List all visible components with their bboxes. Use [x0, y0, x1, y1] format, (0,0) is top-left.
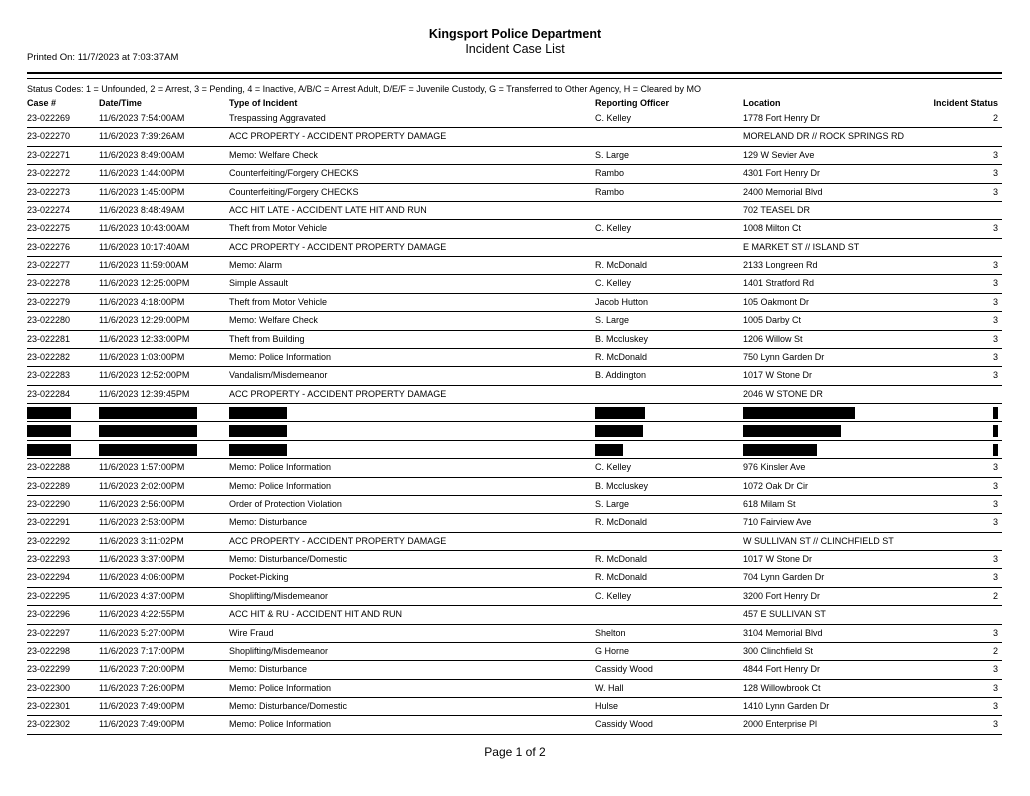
cell-date-time: 11/6/2023 12:29:00PM	[99, 315, 190, 326]
cell-reporting-officer: Hulse	[595, 701, 619, 711]
cell-incident-status: 3	[992, 168, 998, 179]
redaction-bar-case-number	[27, 407, 71, 419]
cell-location: 1401 Stratford Rd	[743, 278, 815, 289]
cell-date-time: 11/6/2023 4:22:55PM	[99, 609, 185, 620]
cell-date-time: 11/6/2023 1:57:00PM	[99, 462, 185, 473]
cell-case-number: 23-022269	[27, 113, 71, 123]
table-row	[27, 128, 1002, 146]
cell-location: 710 Fairview Ave	[743, 517, 812, 528]
redaction-bar-incident-status	[993, 444, 998, 456]
cell-date-time: 11/6/2023 2:02:00PM	[99, 480, 185, 491]
table-row	[27, 716, 1002, 734]
cell-location: 1017 W Stone Dr	[743, 554, 813, 564]
redaction-bar-case-number	[27, 444, 71, 456]
cell-reporting-officer: G Horne	[595, 645, 630, 656]
cell-location: 2000 Enterprise Pl	[743, 719, 818, 730]
cell-date-time: 11/6/2023 8:48:49AM	[99, 204, 185, 215]
cell-incident-status: 3	[992, 278, 998, 289]
cell-location: 704 Lynn Garden Dr	[743, 572, 825, 583]
cell-case-number: 23-022274	[27, 204, 71, 215]
cell-case-number: 23-022282	[27, 351, 71, 362]
cell-case-number: 23-022298	[27, 645, 71, 656]
cell-date-time: 11/6/2023 7:54:00AM	[99, 113, 185, 123]
redaction-bar-date-time	[99, 407, 197, 419]
cell-incident-type: Trespassing Aggravated	[229, 113, 326, 123]
table-row	[27, 257, 1002, 275]
redaction-bar-reporting-officer	[595, 407, 645, 419]
cell-case-number: 23-022271	[27, 149, 71, 160]
cell-case-number: 23-022273	[27, 186, 71, 197]
cell-incident-type: Memo: Police Information	[229, 351, 332, 362]
cell-reporting-officer: Cassidy Wood	[595, 664, 653, 675]
cell-incident-type: Memo: Disturbance	[229, 517, 308, 528]
table-row	[27, 625, 1002, 643]
table-row	[27, 588, 1002, 606]
cell-case-number: 23-022276	[27, 241, 71, 252]
cell-reporting-officer: B. Mccluskey	[595, 480, 649, 491]
cell-case-number: 23-022281	[27, 333, 71, 344]
cell-case-number: 23-022275	[27, 223, 71, 234]
table-row	[27, 569, 1002, 587]
cell-incident-type: ACC PROPERTY - ACCIDENT PROPERTY DAMAGE	[229, 131, 447, 142]
cell-reporting-officer: C. Kelley	[595, 278, 632, 289]
cell-case-number: 23-022278	[27, 278, 71, 289]
redaction-bar-incident-type	[229, 407, 287, 419]
cell-date-time: 11/6/2023 1:03:00PM	[99, 351, 185, 362]
cell-incident-type: ACC PROPERTY - ACCIDENT PROPERTY DAMAGE	[229, 535, 447, 546]
cell-incident-status: 3	[992, 149, 998, 160]
redaction-bar-date-time	[99, 425, 197, 437]
cell-incident-status: 3	[992, 719, 998, 730]
redaction-bar-reporting-officer	[595, 425, 643, 437]
cell-location: 618 Milam St	[743, 498, 796, 509]
redaction-bar-location	[743, 444, 817, 456]
cell-incident-type: Memo: Police Information	[229, 719, 332, 730]
cell-reporting-officer: S. Large	[595, 149, 630, 160]
table-row	[27, 349, 1002, 367]
table-row	[27, 698, 1002, 716]
cell-location: 750 Lynn Garden Dr	[743, 351, 825, 362]
table-row	[27, 478, 1002, 496]
cell-case-number: 23-022293	[27, 554, 71, 564]
cell-incident-type: Wire Fraud	[229, 627, 274, 638]
cell-reporting-officer: B. Mccluskey	[595, 333, 649, 344]
redacted-row	[27, 441, 1002, 459]
cell-incident-status: 3	[992, 517, 998, 528]
cell-location: 1206 Willow St	[743, 333, 803, 344]
cell-case-number: 23-022291	[27, 517, 71, 528]
cell-incident-type: Memo: Disturbance	[229, 664, 308, 675]
cell-date-time: 11/6/2023 10:43:00AM	[99, 223, 190, 234]
cell-incident-type: Memo: Welfare Check	[229, 149, 318, 160]
cell-case-number: 23-022297	[27, 627, 71, 638]
table-row	[27, 184, 1002, 202]
redaction-bar-date-time	[99, 444, 197, 456]
cell-location: 976 Kinsler Ave	[743, 462, 806, 473]
cell-case-number: 23-022280	[27, 315, 71, 326]
report-title: Kingsport Police Department	[428, 27, 602, 41]
cell-reporting-officer: C. Kelley	[595, 590, 632, 601]
table-row	[27, 147, 1002, 165]
table-row	[27, 386, 1002, 404]
redaction-bar-incident-type	[229, 444, 287, 456]
cell-location: 1072 Oak Dr Cir	[743, 480, 809, 491]
cell-location: 1008 Milton Ct	[743, 223, 802, 234]
cell-case-number: 23-022289	[27, 480, 71, 491]
cell-case-number: 23-022279	[27, 296, 71, 307]
cell-case-number: 23-022288	[27, 462, 71, 473]
cell-incident-type: Counterfeiting/Forgery CHECKS	[229, 186, 359, 197]
redacted-row	[27, 404, 1002, 422]
cell-incident-status: 2	[992, 645, 998, 656]
cell-incident-status: 3	[992, 701, 998, 711]
table-row	[27, 239, 1002, 257]
cell-incident-status: 3	[992, 462, 998, 473]
incident-table	[27, 110, 1002, 735]
cell-location: 702 TEASEL DR	[743, 204, 811, 215]
cell-incident-type: Memo: Alarm	[229, 260, 283, 270]
cell-incident-type: Memo: Police Information	[229, 682, 332, 693]
cell-location: 105 Oakmont Dr	[743, 296, 810, 307]
cell-case-number: 23-022290	[27, 498, 71, 509]
column-header-location: Location	[743, 98, 781, 108]
report-subtitle: Incident Case List	[465, 42, 565, 56]
cell-location: 1778 Fort Henry Dr	[743, 113, 821, 123]
page-number: Page 1 of 2	[484, 745, 546, 759]
cell-location: 1410 Lynn Garden Dr	[743, 701, 830, 711]
cell-date-time: 11/6/2023 2:53:00PM	[99, 517, 185, 528]
cell-case-number: 23-022272	[27, 168, 71, 179]
cell-incident-type: ACC PROPERTY - ACCIDENT PROPERTY DAMAGE	[229, 241, 447, 252]
redaction-bar-reporting-officer	[595, 444, 623, 456]
cell-date-time: 11/6/2023 8:49:00AM	[99, 149, 185, 160]
table-row	[27, 110, 1002, 128]
cell-date-time: 11/6/2023 12:33:00PM	[99, 333, 190, 344]
cell-incident-status: 2	[992, 590, 998, 601]
cell-reporting-officer: Cassidy Wood	[595, 719, 653, 730]
cell-incident-type: ACC HIT & RU - ACCIDENT HIT AND RUN	[229, 609, 403, 620]
cell-location: 4301 Fort Henry Dr	[743, 168, 821, 179]
table-row	[27, 367, 1002, 385]
table-row	[27, 202, 1002, 220]
cell-reporting-officer: Shelton	[595, 627, 626, 638]
cell-location: 300 Clinchfield St	[743, 645, 814, 656]
cell-location: 2046 W STONE DR	[743, 388, 823, 399]
table-row	[27, 496, 1002, 514]
cell-incident-status: 3	[992, 223, 998, 234]
table-row	[27, 312, 1002, 330]
cell-date-time: 11/6/2023 4:06:00PM	[99, 572, 185, 583]
redaction-bar-location	[743, 425, 841, 437]
cell-incident-type: Shoplifting/Misdemeanor	[229, 645, 329, 656]
cell-incident-status: 3	[992, 682, 998, 693]
cell-case-number: 23-022283	[27, 370, 71, 381]
cell-incident-type: Memo: Police Information	[229, 462, 332, 473]
table-row	[27, 220, 1002, 238]
table-row	[27, 533, 1002, 551]
cell-case-number: 23-022296	[27, 609, 71, 620]
cell-incident-status: 3	[992, 498, 998, 509]
cell-date-time: 11/6/2023 3:11:02PM	[99, 535, 184, 546]
cell-incident-status: 3	[992, 315, 998, 326]
cell-location: 3200 Fort Henry Dr	[743, 590, 821, 601]
cell-incident-type: Memo: Police Information	[229, 480, 332, 491]
cell-case-number: 23-022294	[27, 572, 71, 583]
cell-location: 1005 Darby Ct	[743, 315, 802, 326]
cell-reporting-officer: Rambo	[595, 168, 625, 179]
cell-incident-type: ACC HIT LATE - ACCIDENT LATE HIT AND RUN	[229, 204, 427, 215]
column-header-case: Case #	[27, 98, 57, 108]
cell-date-time: 11/6/2023 12:25:00PM	[99, 278, 190, 289]
table-row	[27, 275, 1002, 293]
cell-case-number: 23-022299	[27, 664, 71, 675]
cell-reporting-officer: C. Kelley	[595, 462, 632, 473]
header-divider-thick	[27, 72, 1002, 74]
redaction-bar-incident-status	[993, 425, 998, 437]
cell-reporting-officer: C. Kelley	[595, 113, 632, 123]
cell-date-time: 11/6/2023 2:56:00PM	[99, 498, 185, 509]
cell-date-time: 11/6/2023 3:37:00PM	[99, 554, 185, 564]
cell-case-number: 23-022301	[27, 701, 71, 711]
cell-incident-status: 3	[992, 480, 998, 491]
cell-date-time: 11/6/2023 4:37:00PM	[99, 590, 185, 601]
cell-date-time: 11/6/2023 4:18:00PM	[99, 296, 185, 307]
cell-case-number: 23-022270	[27, 131, 71, 142]
cell-location: MORELAND DR // ROCK SPRINGS RD	[743, 131, 905, 142]
cell-reporting-officer: R. McDonald	[595, 554, 648, 564]
cell-reporting-officer: S. Large	[595, 315, 630, 326]
cell-reporting-officer: R. McDonald	[595, 351, 648, 362]
table-row	[27, 294, 1002, 312]
cell-location: 457 E SULLIVAN ST	[743, 609, 826, 620]
table-row	[27, 165, 1002, 183]
cell-date-time: 11/6/2023 12:39:45PM	[99, 388, 190, 399]
column-header-date: Date/Time	[99, 98, 142, 108]
cell-date-time: 11/6/2023 12:52:00PM	[99, 370, 190, 381]
cell-location: W SULLIVAN ST // CLINCHFIELD ST	[743, 535, 894, 546]
cell-reporting-officer: Jacob Hutton	[595, 296, 649, 307]
cell-location: 2400 Memorial Blvd	[743, 186, 823, 197]
cell-date-time: 11/6/2023 7:49:00PM	[99, 719, 185, 730]
cell-case-number: 23-022300	[27, 682, 71, 693]
cell-reporting-officer: R. McDonald	[595, 260, 648, 270]
cell-incident-type: Vandalism/Misdemeanor	[229, 370, 328, 381]
cell-incident-type: Memo: Disturbance/Domestic	[229, 701, 348, 711]
cell-reporting-officer: R. McDonald	[595, 572, 648, 583]
cell-reporting-officer: R. McDonald	[595, 517, 648, 528]
table-row	[27, 680, 1002, 698]
cell-location: 4844 Fort Henry Dr	[743, 664, 821, 675]
cell-location: 129 W Sevier Ave	[743, 149, 815, 160]
cell-incident-type: Counterfeiting/Forgery CHECKS	[229, 168, 359, 179]
table-row	[27, 551, 1002, 569]
redacted-row	[27, 422, 1002, 440]
column-header-type: Type of Incident	[229, 98, 298, 108]
redaction-bar-case-number	[27, 425, 71, 437]
table-row	[27, 459, 1002, 477]
header-divider-thin	[27, 78, 1002, 79]
cell-incident-type: Theft from Motor Vehicle	[229, 223, 328, 234]
cell-incident-status: 3	[992, 186, 998, 197]
cell-incident-type: Theft from Motor Vehicle	[229, 296, 328, 307]
cell-incident-status: 3	[992, 296, 998, 307]
cell-incident-type: Theft from Building	[229, 333, 305, 344]
cell-reporting-officer: C. Kelley	[595, 223, 632, 234]
cell-date-time: 11/6/2023 7:17:00PM	[99, 645, 185, 656]
cell-date-time: 11/6/2023 10:17:40AM	[99, 241, 190, 252]
cell-incident-status: 3	[992, 572, 998, 583]
cell-case-number: 23-022292	[27, 535, 71, 546]
cell-incident-type: Memo: Disturbance/Domestic	[229, 554, 348, 564]
cell-reporting-officer: B. Addington	[595, 370, 647, 381]
cell-case-number: 23-022277	[27, 260, 71, 270]
cell-reporting-officer: S. Large	[595, 498, 630, 509]
cell-incident-type: ACC PROPERTY - ACCIDENT PROPERTY DAMAGE	[229, 388, 447, 399]
cell-incident-status: 3	[992, 554, 998, 564]
cell-incident-status: 3	[992, 333, 998, 344]
cell-case-number: 23-022302	[27, 719, 71, 730]
cell-incident-type: Simple Assault	[229, 278, 289, 289]
printed-on-timestamp: Printed On: 11/7/2023 at 7:03:37AM	[27, 52, 179, 63]
cell-incident-status: 3	[992, 627, 998, 638]
cell-reporting-officer: Rambo	[595, 186, 625, 197]
cell-location: 1017 W Stone Dr	[743, 370, 813, 381]
cell-date-time: 11/6/2023 5:27:00PM	[99, 627, 185, 638]
cell-location: 2133 Longreen Rd	[743, 260, 818, 270]
cell-date-time: 11/6/2023 7:49:00PM	[99, 701, 185, 711]
redaction-bar-incident-type	[229, 425, 287, 437]
column-header-officer: Reporting Officer	[595, 98, 670, 108]
cell-case-number: 23-022295	[27, 590, 71, 601]
cell-incident-status: 2	[992, 113, 998, 123]
cell-case-number: 23-022284	[27, 388, 71, 399]
cell-incident-status: 3	[992, 664, 998, 675]
redaction-bar-incident-status	[993, 407, 998, 419]
cell-date-time: 11/6/2023 1:44:00PM	[99, 168, 185, 179]
cell-incident-type: Memo: Welfare Check	[229, 315, 318, 326]
table-row	[27, 661, 1002, 679]
cell-incident-type: Shoplifting/Misdemeanor	[229, 590, 329, 601]
column-header-status: Incident Status	[933, 98, 998, 108]
redaction-bar-location	[743, 407, 855, 419]
cell-location: 128 Willowbrook Ct	[743, 682, 821, 693]
cell-incident-status: 3	[992, 351, 998, 362]
cell-incident-status: 3	[992, 370, 998, 381]
cell-date-time: 11/6/2023 11:59:00AM	[99, 260, 189, 270]
cell-incident-type: Order of Protection Violation	[229, 498, 342, 509]
cell-date-time: 11/6/2023 7:26:00PM	[99, 682, 185, 693]
cell-incident-type: Pocket-Picking	[229, 572, 289, 583]
table-row	[27, 331, 1002, 349]
table-row	[27, 606, 1002, 624]
cell-location: E MARKET ST // ISLAND ST	[743, 241, 860, 252]
table-row	[27, 643, 1002, 661]
cell-date-time: 11/6/2023 1:45:00PM	[99, 186, 185, 197]
cell-date-time: 11/6/2023 7:20:00PM	[99, 664, 185, 675]
column-headers	[27, 98, 1002, 110]
cell-reporting-officer: W. Hall	[595, 682, 624, 693]
cell-location: 3104 Memorial Blvd	[743, 627, 823, 638]
cell-date-time: 11/6/2023 7:39:26AM	[99, 131, 185, 142]
status-codes-legend: Status Codes: 1 = Unfounded, 2 = Arrest, 3 = Pending, 4 = Inactive, A/B/C = Arrest Adult, D/E/F = Juvenile Custody, G = Transferred to Other Agency, H = Cleared by MO	[27, 84, 702, 94]
cell-incident-status: 3	[992, 260, 998, 270]
table-row	[27, 514, 1002, 532]
